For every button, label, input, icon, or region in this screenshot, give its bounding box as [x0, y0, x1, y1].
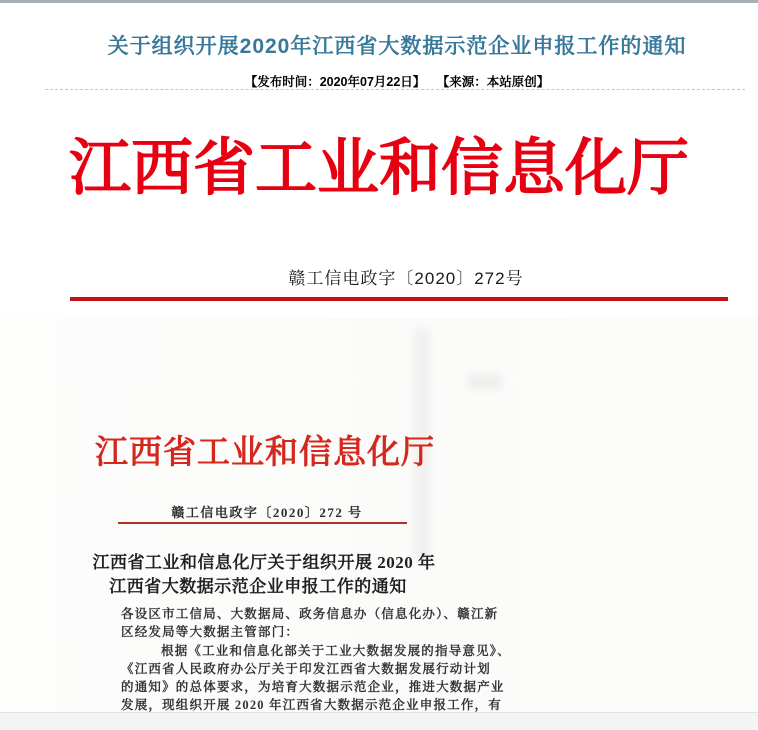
letterhead-doc-number: 赣工信电政字〔2020〕272号: [288, 269, 524, 288]
letterhead-agency: 江西省工业和信息化厅: [68, 135, 689, 203]
scan-body-line: 各设区市工信局、大数据局、政务信息办（信息化办）、赣江新: [121, 607, 499, 621]
publish-time: 【发布时间：2020年07月22日】: [244, 75, 426, 89]
letterhead-red-rule: [70, 297, 728, 301]
scan-agency: 江西省工业和信息化厅: [95, 435, 435, 471]
top-border-bar: [0, 0, 758, 3]
scanned-document-image: [0, 318, 758, 712]
scan-body-text: [121, 605, 521, 715]
scan-artifact-smudge: [468, 374, 502, 390]
source-label: 【来源：本站原创】: [436, 75, 550, 89]
scan-body-line: 的通知》的总体要求，为培育大数据示范企业，推进大数据产业: [121, 680, 505, 695]
dashed-divider: [45, 89, 745, 90]
scan-body-line: 根据《工业和信息化部关于工业大数据发展的指导意见》、: [161, 643, 511, 658]
scan-title-line2: 江西省大数据示范企业申报工作的通知: [109, 577, 407, 596]
scan-body-line: 发展，现组织开展 2020 年江西省大数据示范企业申报工作，有: [121, 698, 502, 713]
publish-meta: [0, 72, 758, 90]
scan-body-line: 《江西省人民政府办公厅关于印发江西省大数据发展行动计划: [121, 661, 491, 676]
scan-red-divider: [118, 522, 407, 524]
scan-doc-number: 赣工信电政字〔2020〕272 号: [171, 505, 363, 520]
footer-band: [0, 712, 758, 730]
scan-title-line1: 江西省工业和信息化厅关于组织开展 2020 年: [92, 553, 436, 572]
scan-body-line: 区经发局等大数据主管部门：: [121, 625, 300, 640]
page-title: 关于组织开展2020年江西省大数据示范企业申报工作的通知: [107, 35, 687, 58]
